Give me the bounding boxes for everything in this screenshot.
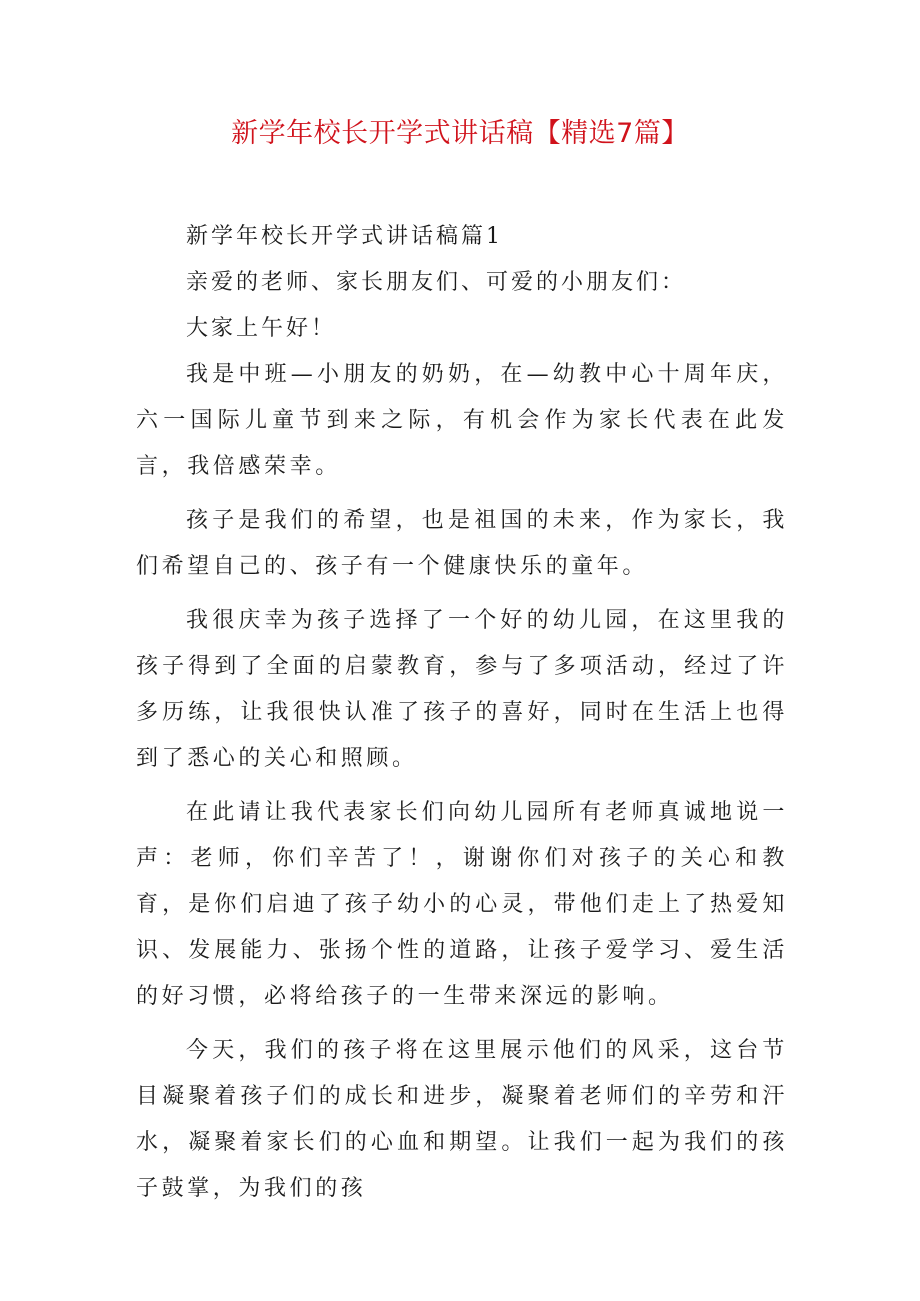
- paragraph: 今天，我们的孩子将在这里展示他们的风采，这台节目凝聚着孩子们的成长和进步，凝聚着老师们的辛劳和汗水，凝聚着家长们的心血和期望。让我们一起为我们的孩子鼓掌，为我们的孩: [136, 1038, 788, 1201]
- paragraph: 我是中班—小朋友的奶奶，在—幼教中心十周年庆，六一国际儿童节到来之际，有机会作为家长代表在此发言，我倍感荣幸。: [136, 362, 788, 479]
- paragraph: 在此请让我代表家长们向幼儿园所有老师真诚地说一声：老师，你们辛苦了！，谢谢你们对孩子的关心和教育，是你们启迪了孩子幼小的心灵，带他们走上了热爱知识、发展能力、张扬个性的道路，让孩子爱学习、爱生活的好习惯，必将给孩子的一生带来深远的影响。: [136, 800, 788, 1009]
- paragraph: 孩子是我们的希望，也是祖国的未来，作为家长，我们希望自己的、孩子有一个健康快乐的童年。: [136, 508, 788, 579]
- section-heading: 新学年校长开学式讲话稿篇1: [186, 224, 503, 249]
- document-body: [136, 214, 788, 1212]
- document-title: 新学年校长开学式讲话稿【精选7篇】: [231, 118, 689, 149]
- greeting: 大家上午好！: [186, 316, 337, 341]
- salutation: 亲爱的老师、家长朋友们、可爱的小朋友们：: [186, 270, 687, 295]
- paragraph: 我很庆幸为孩子选择了一个好的幼儿园，在这里我的孩子得到了全面的启蒙教育，参与了多项活动，经过了许多历练，让我很快认准了孩子的喜好，同时在生活上也得到了悉心的关心和照顾。: [136, 608, 788, 771]
